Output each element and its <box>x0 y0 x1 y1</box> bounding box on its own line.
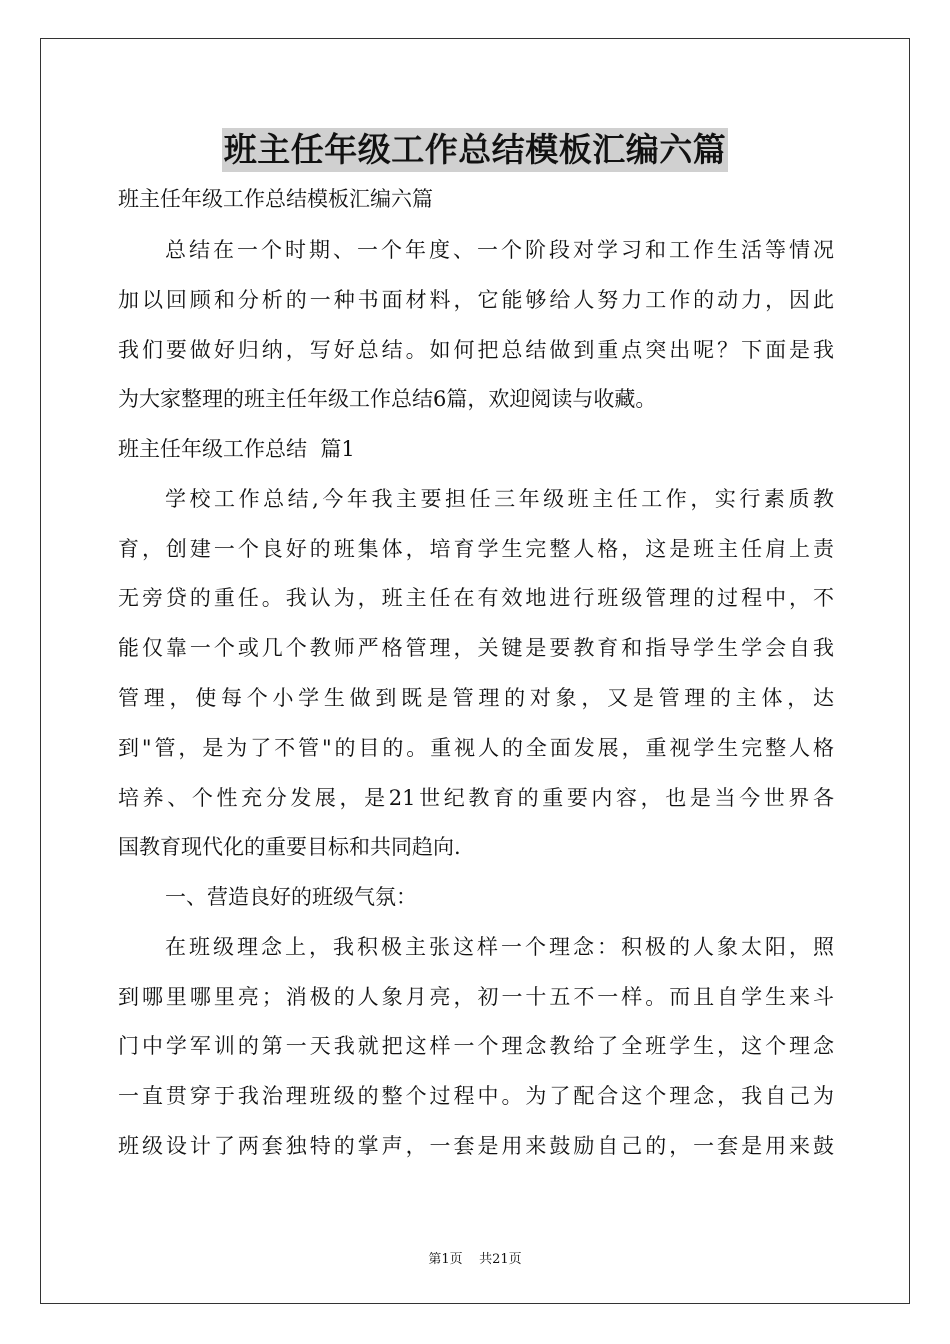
page-number: 第1页 共21页 <box>428 1252 522 1267</box>
paragraph-line: 一直贯穿于我治理班级的整个过程中。为了配合这个理念，我自己为 <box>118 1084 834 1108</box>
paragraph-line: 能仅靠一个或几个教师严格管理，关键是要教育和指导学生学会自我 <box>118 636 834 660</box>
section-heading: 班主任年级工作总结 篇1 <box>118 437 355 461</box>
paragraph-line: 育，创建一个良好的班集体，培育学生完整人格，这是班主任肩上责 <box>118 537 834 561</box>
document-title: 班主任年级工作总结模板汇编六篇 <box>222 128 729 172</box>
paragraph-line: 到"管，是为了不管"的目的。重视人的全面发展，重视学生完整人格 <box>118 736 834 760</box>
paragraph-line: 我们要做好归纳，写好总结。如何把总结做到重点突出呢？下面是我 <box>118 338 834 362</box>
paragraph-line: 学校工作总结,今年我主要担任三年级班主任工作，实行素质教 <box>165 487 834 511</box>
paragraph-line: 在班级理念上，我积极主张这样一个理念：积极的人象太阳，照 <box>165 935 834 959</box>
paragraph-line: 班级设计了两套独特的掌声，一套是用来鼓励自己的，一套是用来鼓 <box>118 1134 834 1158</box>
paragraph-line: 培养、个性充分发展，是21世纪教育的重要内容，也是当今世界各 <box>118 786 834 810</box>
paragraph-line: 总结在一个时期、一个年度、一个阶段对学习和工作生活等情况 <box>165 238 834 262</box>
paragraph-line: 无旁贷的重任。我认为，班主任在有效地进行班级管理的过程中，不 <box>118 586 834 610</box>
paragraph-line: 管理，使每个小学生做到既是管理的对象，又是管理的主体，达 <box>118 686 834 710</box>
paragraph-line: 到哪里哪里亮；消极的人象月亮，初一十五不一样。而且自学生来斗 <box>118 985 834 1009</box>
title-container <box>0 128 950 172</box>
sub-heading: 一、营造良好的班级气氛： <box>165 885 417 909</box>
subtitle-line: 班主任年级工作总结模板汇编六篇 <box>118 187 433 211</box>
paragraph-line: 门中学军训的第一天我就把这样一个理念教给了全班学生，这个理念 <box>118 1034 834 1058</box>
paragraph-line: 为大家整理的班主任年级工作总结6篇，欢迎阅读与收藏。 <box>118 387 657 411</box>
paragraph-line: 国教育现代化的重要目标和共同趋向. <box>118 835 461 859</box>
paragraph-line: 加以回顾和分析的一种书面材料，它能够给人努力工作的动力，因此 <box>118 288 834 312</box>
page-border <box>40 38 910 1304</box>
